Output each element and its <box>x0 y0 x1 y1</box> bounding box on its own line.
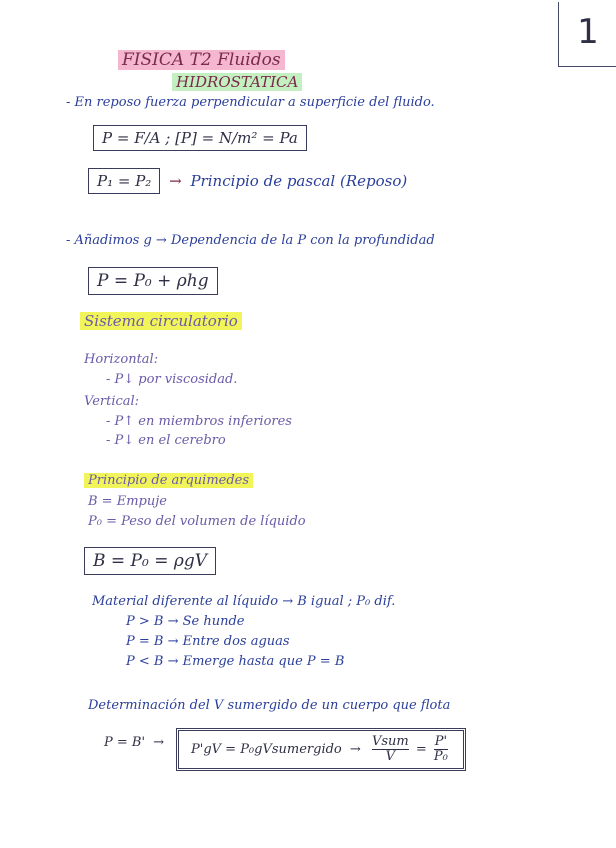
submerged-equation: P'gV = P₀gVsumergido <box>191 742 342 757</box>
archimedes-heading: Principio de arquimedes <box>84 473 253 488</box>
course-title: FISICA T2 Fluidos <box>118 50 285 70</box>
topic-title: HIDROSTATICA <box>172 73 302 91</box>
arrow-icon: → <box>153 735 165 750</box>
vertical-item: - P↑ en miembros inferiores <box>106 414 292 429</box>
material-line: Material diferente al líquido → B igual ; P₀ dif. <box>92 594 396 609</box>
circulatory-heading: Sistema circulatorio <box>80 312 242 330</box>
horizontal-label: Horizontal: <box>84 352 159 367</box>
submerged-formula-box: P'gV = P₀gVsumergido → $\frac{\text{Vsum}}{V}$ = $\frac{P'}{\text{P₀}}$ <box>176 728 466 771</box>
definition-line: - En reposo fuerza perpendicular a superficie del fluido. <box>66 95 435 110</box>
pascal-row <box>88 172 407 190</box>
page-number: 1 <box>558 2 616 67</box>
case-item: P = B → Entre dos aguas <box>126 634 290 649</box>
pascal-formula: P₁ = P₂ <box>88 168 160 194</box>
buoyancy-definition: B = Empuje <box>88 494 167 509</box>
case-item: P < B → Emerge hasta que P = B <box>126 654 345 669</box>
density-ratio: $\frac{P'}{\text{P₀}}$ <box>433 734 448 764</box>
arrow-icon: → <box>169 172 182 190</box>
depth-formula-box: P = P₀ + ρhg <box>88 267 218 295</box>
weight-definition: P₀ = Peso del volumen de líquido <box>88 514 306 529</box>
vertical-item: - P↓ en el cerebro <box>106 433 226 448</box>
horizontal-item: - P↓ por viscosidad. <box>106 372 238 387</box>
gravity-line: - Añadimos g → Dependencia de la P con la profundidad <box>66 233 435 248</box>
volume-ratio: $\frac{\text{Vsum}}{V}$ <box>371 734 409 764</box>
case-item: P > B → Se hunde <box>126 614 245 629</box>
vertical-label: Vertical: <box>84 394 140 409</box>
submerged-heading: Determinación del V sumergido de un cuerpo que flota <box>88 698 451 713</box>
pressure-formula-box: P = F/A ; [P] = N/m² = Pa <box>93 125 307 151</box>
pascal-text: Principio de pascal (Reposo) <box>190 172 408 190</box>
submerged-lhs: P = B' → <box>104 735 165 750</box>
archimedes-formula-box: B = P₀ = ρgV <box>84 547 216 575</box>
arrow-icon: → <box>349 742 361 757</box>
